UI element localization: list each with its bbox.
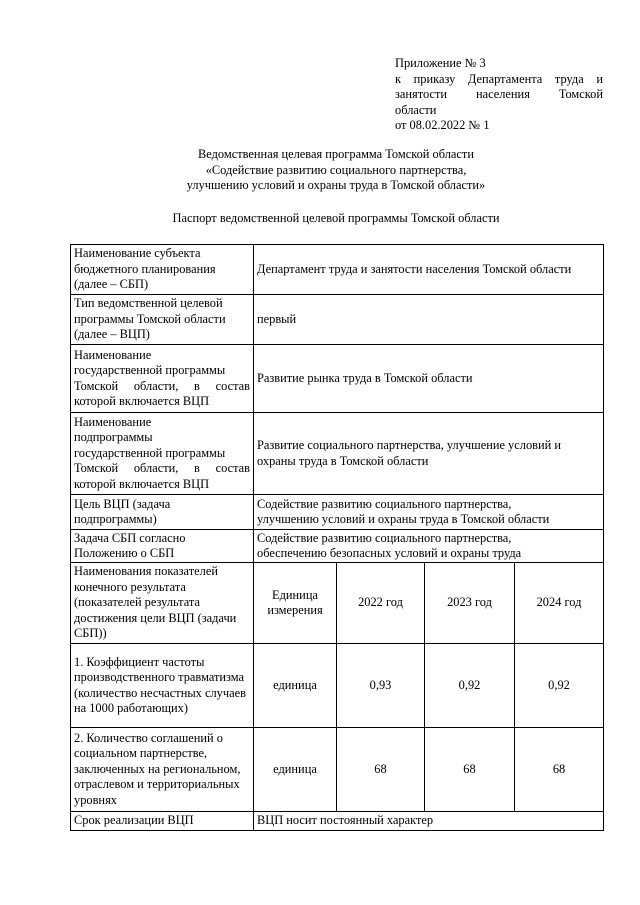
- label-line: Наименование: [74, 347, 152, 362]
- row-label: [71, 413, 254, 495]
- table-row: [71, 563, 604, 644]
- table-row: [71, 345, 604, 413]
- row-value: первый: [254, 295, 604, 345]
- row-label: [71, 345, 254, 413]
- row-value: Развитие рынка труда в Томской области: [254, 345, 604, 413]
- appendix-line: к приказу Департамента труда и: [395, 71, 603, 86]
- row-label: Наименование субъекта бюджетного планирования (далее – СБП): [71, 245, 254, 295]
- row-value: Развитие социального партнерства, улучшение условий и охраны труда в Томской области: [254, 413, 604, 495]
- indicator-value: 68: [515, 728, 604, 812]
- indicator-name: 1. Коэффициент частоты производственного травматизма (количество несчастных случаев на 1000 работающих): [71, 644, 254, 728]
- year-header: 2022 год: [337, 563, 425, 644]
- year-header: 2024 год: [515, 563, 604, 644]
- row-value: [254, 495, 604, 530]
- label-line: Томской области, в состав: [74, 378, 250, 393]
- indicator-value: 0,92: [425, 644, 515, 728]
- table-row: [71, 728, 604, 812]
- table-row: [71, 644, 604, 728]
- passport-title: Паспорт ведомственной целевой программы Томской области: [172, 211, 500, 225]
- appendix-line: Приложение № 3: [395, 56, 486, 70]
- value-line: улучшению условий и охраны труда в Томской области: [257, 512, 550, 526]
- label-line: подпрограммы: [74, 430, 153, 445]
- value-line: Содействие развитию социального партнерства,: [257, 530, 512, 545]
- year-header: 2023 год: [425, 563, 515, 644]
- heading-line: улучшению условий и охраны труда в Томской области»: [186, 178, 486, 192]
- label-line: Наименование: [74, 414, 152, 429]
- indicator-value: 0,93: [337, 644, 425, 728]
- indicator-unit: единица: [254, 644, 337, 728]
- row-label: Тип ведомственной целевой программы Томской области (далее – ВЦП): [71, 295, 254, 345]
- label-line: государственной программы: [74, 363, 226, 377]
- row-label: Задача СБП согласно Положению о СБП: [71, 530, 254, 563]
- label-line: которой включается ВЦП: [74, 394, 210, 408]
- passport-table: [70, 244, 604, 831]
- appendix-block: [395, 56, 603, 134]
- table-row: [71, 530, 604, 563]
- appendix-line: области: [395, 102, 437, 117]
- appendix-date: от 08.02.2022 № 1: [395, 118, 490, 132]
- row-value: [254, 530, 604, 563]
- value-line: Содействие развитию социального партнерства,: [257, 496, 512, 511]
- indicator-value: 68: [337, 728, 425, 812]
- table-row: [71, 495, 604, 530]
- table-row: [71, 295, 604, 345]
- program-heading: [70, 147, 602, 194]
- indicator-value: 68: [425, 728, 515, 812]
- label-line: Томской области, в состав: [74, 461, 250, 476]
- indicator-value: 0,92: [515, 644, 604, 728]
- table-row: [71, 413, 604, 495]
- label-line: которой включается ВЦП: [74, 476, 210, 491]
- heading-line: «Содействие развитию социального партнерства,: [205, 162, 467, 177]
- table-row: [71, 812, 604, 831]
- heading-line: Ведомственная целевая программа Томской области: [198, 147, 474, 161]
- indicators-header-label: Наименования показателей конечного результата (показателей результата достижения цели ВЦП (задачи СБП)): [71, 563, 254, 644]
- value-line: обеспечению безопасных условий и охраны труда: [257, 546, 522, 560]
- indicator-unit: единица: [254, 728, 337, 812]
- unit-header: Единица измерения: [254, 563, 337, 644]
- row-label: Срок реализации ВЦП: [71, 812, 254, 831]
- row-label: Цель ВЦП (задача подпрограммы): [71, 495, 254, 530]
- table-row: [71, 245, 604, 295]
- appendix-line: занятости населения Томской: [395, 87, 603, 101]
- label-line: государственной программы: [74, 445, 226, 460]
- indicator-name: 2. Количество соглашений о социальном партнерстве, заключенных на региональном, отраслевом и территориальных уровнях: [71, 728, 254, 812]
- row-value: Департамент труда и занятости населения Томской области: [254, 245, 604, 295]
- row-value: ВЦП носит постоянный характер: [254, 812, 604, 831]
